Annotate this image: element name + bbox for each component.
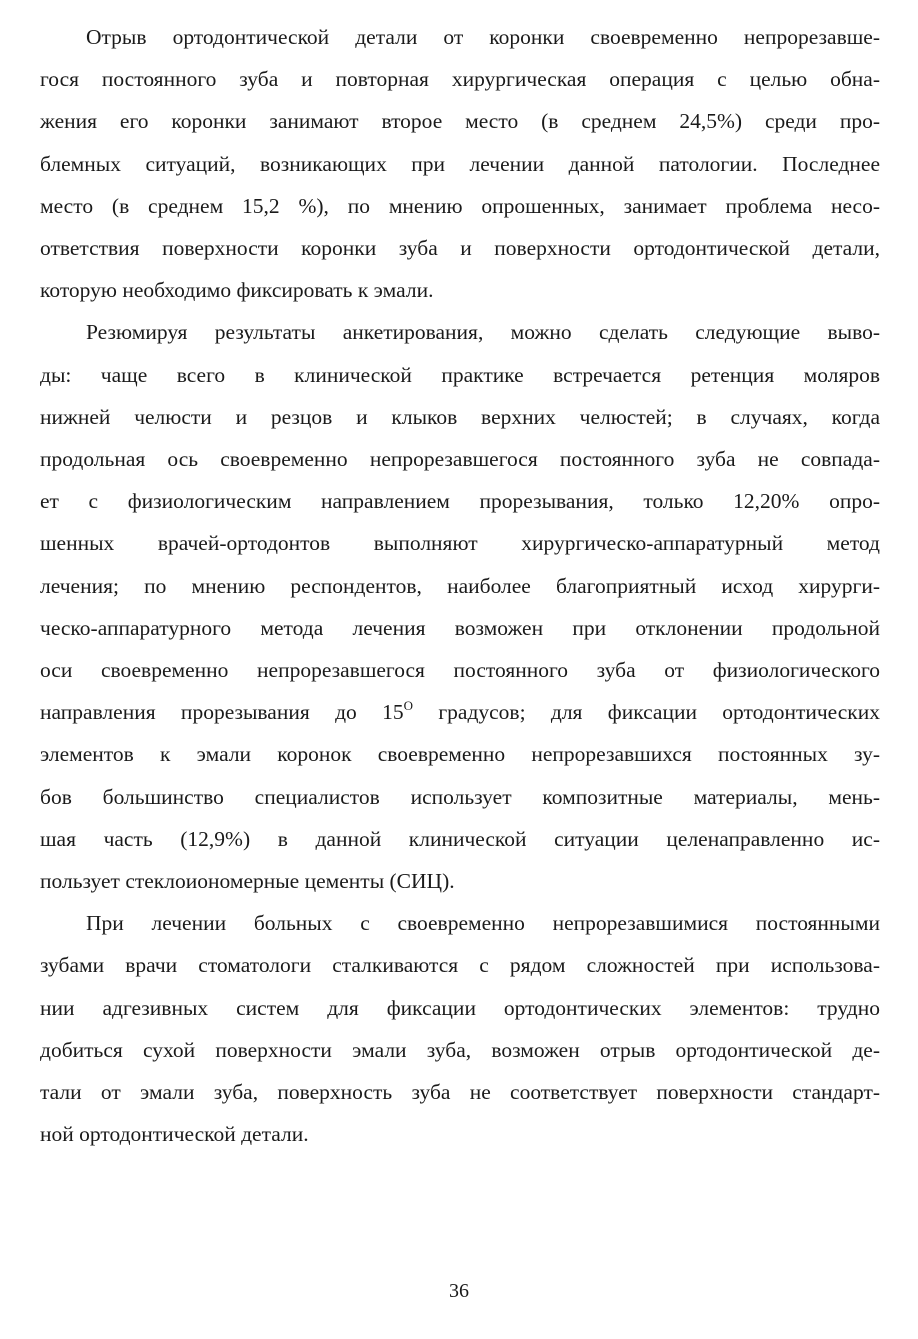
page-number: 36 — [449, 1280, 469, 1302]
text-line: жения его коронки занимают второе место (в среднем 24,5%) среди про- — [40, 109, 880, 134]
text-line: элементов к эмали коронок своевременно непрорезавшихся постоянных зу- — [40, 742, 880, 767]
text-line: зубами врачи стоматологи сталкиваются с рядом сложностей при использова- — [40, 953, 880, 978]
text-line: лечения; по мнению респондентов, наиболее благоприятный исход хирурги- — [40, 573, 880, 598]
degree-line-head: направления прорезывания до 15 — [40, 700, 404, 725]
text-line: добиться сухой поверхности эмали зуба, возможен отрыв ортодонтической де- — [40, 1037, 880, 1062]
text-line: пользует стеклоиономерные цементы (СИЦ). — [40, 869, 455, 894]
text-line: Отрыв ортодонтической детали от коронки своевременно непрорезавше- — [86, 25, 880, 49]
text-line: оси своевременно непрорезавшегося постоянного зуба от физиологического — [40, 658, 880, 683]
text-line: При лечении больных с своевременно непрорезавшимися постоянными — [86, 911, 880, 936]
paragraph-2 — [40, 311, 880, 902]
body-text — [40, 16, 880, 1155]
text-line: нии адгезивных систем для фиксации ортодонтических элементов: трудно — [40, 995, 880, 1020]
text-line: гося постоянного зуба и повторная хирургическая операция с целью обна- — [40, 67, 880, 92]
text-line-with-degree — [40, 691, 880, 733]
degree-line-tail: градусов; для фиксации ортодонтических — [413, 700, 880, 725]
degree-superscript: O — [403, 698, 413, 714]
text-line: ответствия поверхности коронки зуба и поверхности ортодонтической детали, — [40, 236, 880, 261]
paragraph-3 — [40, 902, 880, 1155]
text-line: ды: чаще всего в клинической практике встречается ретенция моляров — [40, 362, 880, 387]
text-line: тали от эмали зуба, поверхность зуба не соответствует поверхности стандарт- — [40, 1080, 880, 1105]
text-line: место (в среднем 15,2 %), по мнению опрошенных, занимает проблема несо- — [40, 193, 880, 218]
text-line: ческо-аппаратурного метода лечения возможен при отклонении продольной — [40, 615, 880, 640]
text-line: шая часть (12,9%) в данной клинической ситуации целенаправленно ис- — [40, 826, 880, 851]
text-line: нижней челюсти и резцов и клыков верхних челюстей; в случаях, когда — [40, 404, 880, 429]
text-line: блемных ситуаций, возникающих при лечении данной патологии. Последнее — [40, 151, 880, 176]
text-line: ет с физиологическим направлением прорезывания, только 12,20% опро- — [40, 489, 880, 514]
paragraph-1 — [40, 16, 880, 311]
text-line: Резюмируя результаты анкетирования, можно сделать следующие выво- — [86, 320, 880, 345]
text-line: бов большинство специалистов использует композитные материалы, мень- — [40, 784, 880, 809]
text-line: ной ортодонтической детали. — [40, 1122, 309, 1147]
text-line: которую необходимо фиксировать к эмали. — [40, 278, 434, 303]
text-line: продольная ось своевременно непрорезавшегося постоянного зуба не совпада- — [40, 447, 880, 472]
text-line: шенных врачей-ортодонтов выполняют хирургическо-аппаратурный метод — [40, 531, 880, 556]
